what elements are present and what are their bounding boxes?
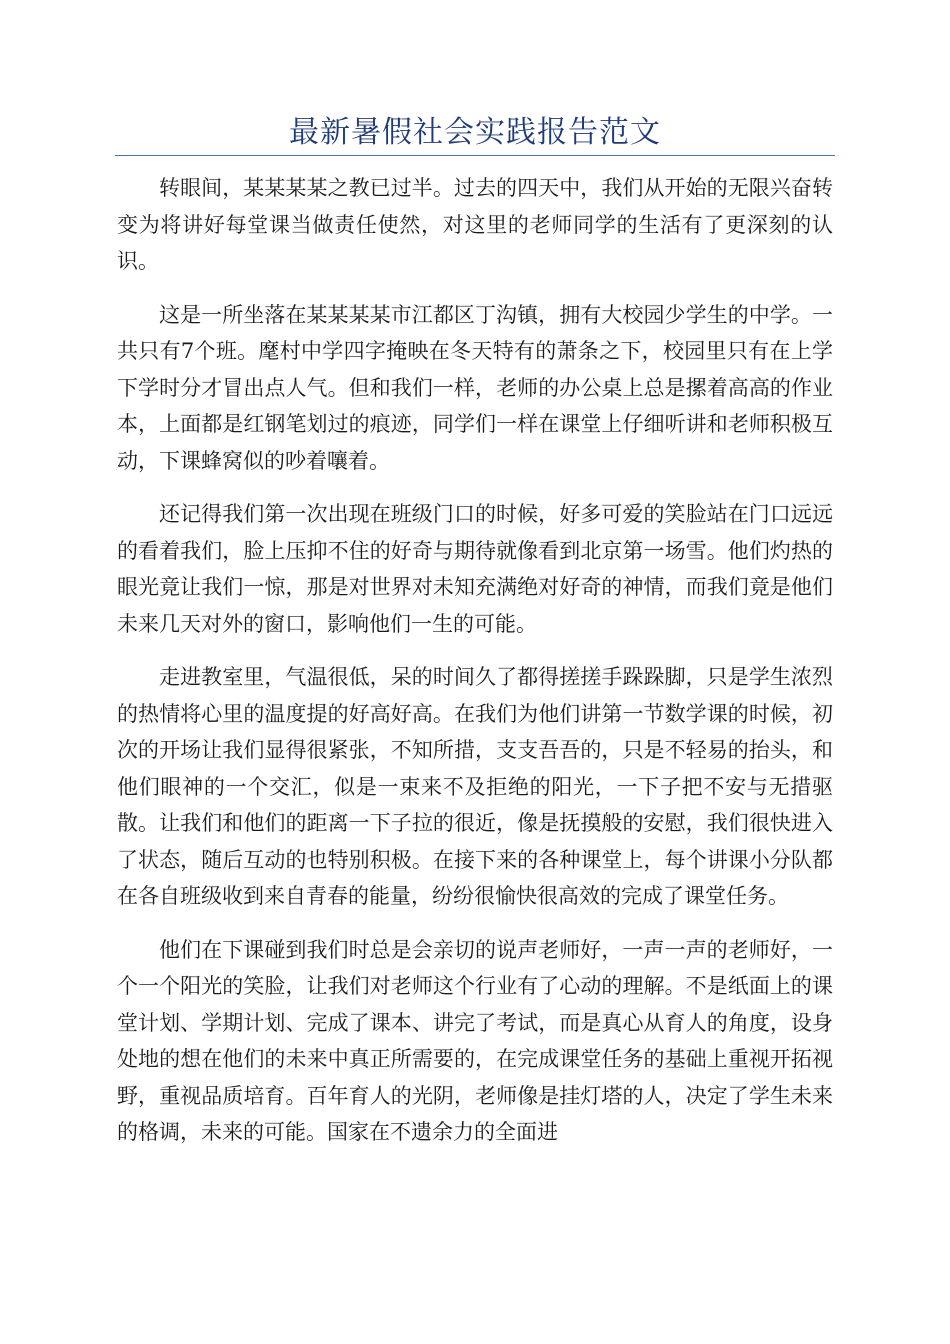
document-title: 最新暑假社会实践报告范文 xyxy=(289,115,661,150)
paragraph-2: 这是一所坐落在某某某某市江都区丁沟镇，拥有大校园少学生的中学。一共只有7个班。麾村中学四字掩映在冬天特有的萧条之下，校园里只有在上学下学时分才冒出点人气。但和我们一样，老师的办公桌上总是摞着高高的作业本，上面都是红钢笔划过的痕迹，同学们一样在课堂上仔细听讲和老师积极互动，下课蜂窝似的吵着嚷着。 xyxy=(117,302,833,473)
title-underline xyxy=(115,155,835,156)
paragraph-5: 他们在下课碰到我们时总是会亲切的说声老师好，一声一声的老师好，一个一个阳光的笑脸，让我们对老师这个行业有了心动的理解。不是纸面上的课堂计划、学期计划、完成了课本、讲完了考试，而是真心从育人的角度，设身处地的想在他们的未来中真正所需要的，在完成课堂任务的基础上重视开拓视野，重视品质培育。百年育人的光阴，老师像是挂灯塔的人，决定了学生未来的格调，未来的可能。国家在不遗余力的全面进 xyxy=(117,937,833,1144)
paragraph-4: 走进教室里，气温很低，呆的时间久了都得搓搓手跺跺脚，只是学生浓烈的热情将心里的温度提的好高好高。在我们为他们讲第一节数学课的时候，初次的开场让我们显得很紧张，不知所措，支支吾吾的，只是不轻易的抬头，和他们眼神的一个交汇，似是一束来不及拒绝的阳光，一下子把不安与无措驱散。让我们和他们的距离一下子拉的很近，像是抚摸般的安慰，我们很快进入了状态，随后互动的也特别积极。在接下来的各种课堂上，每个讲课小分队都在各自班级收到来自青春的能量，纷纷很愉快很高效的完成了课堂任务。 xyxy=(117,665,833,908)
document-body xyxy=(117,170,833,1168)
paragraph-1: 转眼间，某某某某之教已过半。过去的四天中，我们从开始的无限兴奋转变为将讲好每堂课当做责任使然，对这里的老师同学的生活有了更深刻的认识。 xyxy=(117,176,833,273)
paragraph-3: 还记得我们第一次出现在班级门口的时候，好多可爱的笑脸站在门口远远的看着我们，脸上压抑不住的好奇与期待就像看到北京第一场雪。他们灼热的眼光竟让我们一惊，那是对世界对未知充满绝对好奇的神情，而我们竟是他们未来几天对外的窗口，影响他们一生的可能。 xyxy=(117,502,833,636)
